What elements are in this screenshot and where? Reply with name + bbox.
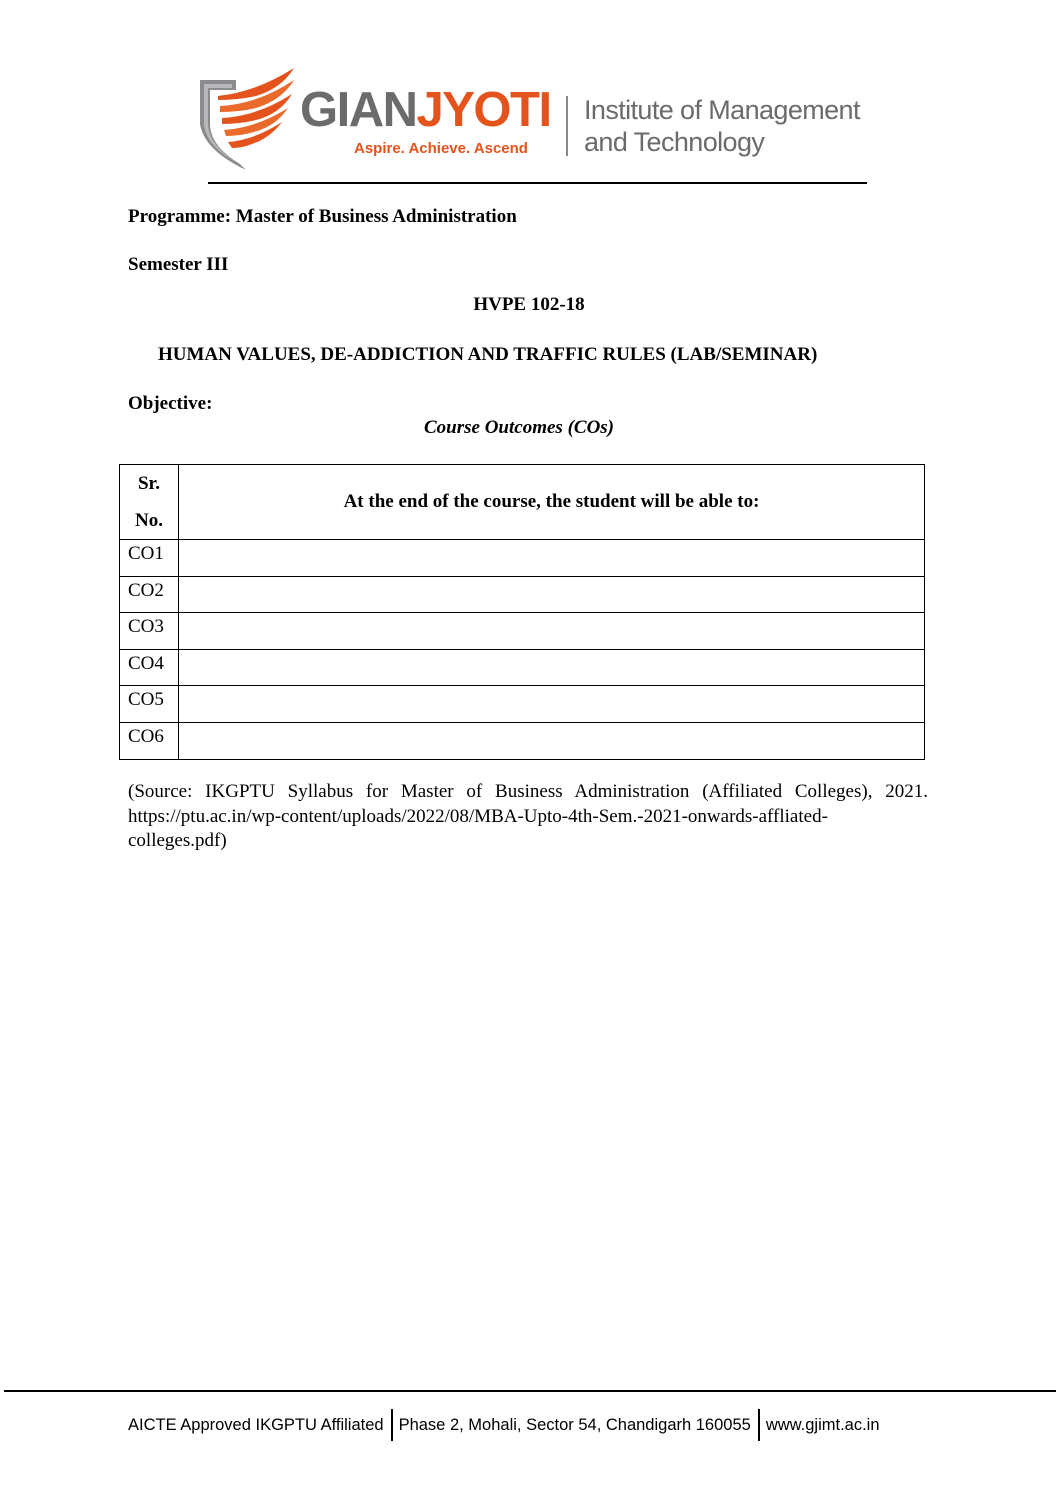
- co-code-cell: CO1: [120, 540, 179, 577]
- table-row: [120, 540, 925, 577]
- page-footer: [128, 1410, 880, 1440]
- co-code-cell: CO4: [120, 649, 179, 686]
- co-text-cell: [179, 540, 925, 577]
- institute-name-line2: and Technology: [584, 127, 765, 157]
- logo-divider: [566, 96, 568, 156]
- table-row: [120, 686, 925, 723]
- institute-name-line1: Institute of Management: [584, 95, 860, 125]
- table-header-row: [120, 465, 925, 540]
- course-outcomes-heading: Course Outcomes (COs): [424, 417, 615, 438]
- shield-wings-icon: [196, 66, 300, 174]
- brand-name-part2: JYOTI: [416, 83, 551, 137]
- footer-rule: [4, 1390, 1056, 1392]
- sr-no-header-line1: Sr.: [137, 473, 160, 494]
- institute-name: [584, 94, 860, 158]
- course-outcomes-table: [119, 464, 925, 760]
- co-text-cell: [179, 576, 925, 613]
- course-title: HUMAN VALUES, DE-ADDICTION AND TRAFFIC RULES (LAB/SEMINAR): [158, 344, 818, 365]
- objective-label: Objective:: [128, 393, 213, 414]
- footer-separator: [758, 1409, 760, 1441]
- footer-address: Phase 2, Mohali, Sector 54, Chandigarh 160055: [398, 1416, 751, 1434]
- outcome-description-header: At the end of the course, the student will be able to:: [179, 465, 925, 540]
- co-text-cell: [179, 649, 925, 686]
- sr-no-header: [120, 465, 179, 540]
- footer-separator: [391, 1409, 393, 1441]
- source-line1: (Source: IKGPTU Syllabus for Master of Business Administration (Affiliated Colleges), 2021.: [128, 781, 928, 802]
- table-row: [120, 613, 925, 650]
- table-row: [120, 722, 925, 759]
- brand-name-part1: GIAN: [300, 83, 417, 137]
- source-line2: https://ptu.ac.in/wp-content/uploads/2022/08/MBA-Upto-4th-Sem.-2021-onwards-affliated-: [128, 805, 828, 827]
- sr-no-header-line2: No.: [135, 510, 163, 531]
- co-code-cell: CO2: [120, 576, 179, 613]
- co-code-cell: CO6: [120, 722, 179, 759]
- co-text-cell: [179, 686, 925, 723]
- course-code: HVPE 102-18: [473, 294, 585, 315]
- table-row: [120, 649, 925, 686]
- co-text-cell: [179, 613, 925, 650]
- programme-line: Programme: Master of Business Administration: [128, 206, 517, 227]
- header-rule: [208, 182, 867, 184]
- brand-tagline: Aspire. Achieve. Ascend: [354, 140, 528, 157]
- co-text-cell: [179, 722, 925, 759]
- source-citation: [128, 780, 928, 854]
- institute-logo: [196, 66, 876, 178]
- table-row: [120, 576, 925, 613]
- brand-name: [300, 82, 551, 138]
- co-code-cell: CO5: [120, 686, 179, 723]
- source-line3: colleges.pdf): [128, 830, 227, 851]
- footer-affiliation: AICTE Approved IKGPTU Affiliated: [128, 1416, 384, 1434]
- co-code-cell: CO3: [120, 613, 179, 650]
- footer-website: www.gjimt.ac.in: [765, 1416, 880, 1434]
- semester-line: Semester III: [128, 254, 229, 275]
